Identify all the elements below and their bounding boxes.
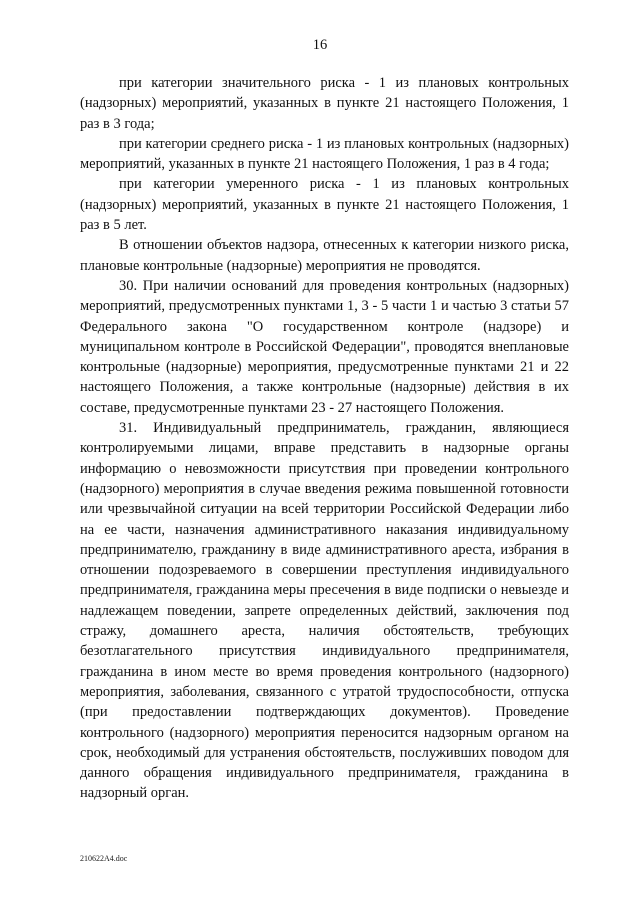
paragraph-item-31: 31. Индивидуальный предприниматель, гражданин, являющиеся контролируемыми лицами, вправе представить в надзорные органы информацию о невозможности присутствия при проведении контрольного (надзорного) мероприятия в случае введения режима повышенной готовности или чрезвычайной ситуации на всей территории Российской Федерации либо на ее части, назначения административного наказания индивидуальному предпринимателю, гражданину в виде административного ареста, избрания в отношении подозреваемого в совершении преступления индивидуального предпринимателя, гражданина меры пресечения в виде подписки о невыезде и надлежащем поведении, запрете определенных действий, заключения под стражу, домашнего ареста, наличия обстоятельств, требующих безотлагательного присутствия индивидуального предпринимателя, гражданина в ином месте во время проведения контрольного (надзорного) мероприятия, заболевания, связанного с утратой трудоспособности, отпуска (при предоставлении подтверждающих документов). Проведение контрольного (надзорного) мероприятия переносится надзорным органом на срок, необходимый для устранения обстоятельств, послуживших поводом для данного обращения индивидуального предпринимателя, гражданина в надзорный орган. xyxy=(80,420,569,802)
paragraph-low-risk: В отношении объектов надзора, отнесенных к категории низкого риска, плановые контрольные (надзорные) мероприятия не проводятся. xyxy=(80,237,569,274)
paragraph-significant-risk: при категории значительного риска - 1 из плановых контрольных (надзорных) мероприятий, указанных в пункте 21 настоящего Положения, 1 раз в 3 года; xyxy=(80,75,569,132)
document-body xyxy=(80,73,569,804)
footer-file-name: 210622А4.doc xyxy=(80,854,128,863)
paragraph-medium-risk: при категории среднего риска - 1 из плановых контрольных (надзорных) мероприятий, указанных в пункте 21 настоящего Положения, 1 раз в 4 года; xyxy=(80,135,569,173)
page-number: 16 xyxy=(312,37,328,53)
paragraph-item-30: 30. При наличии оснований для проведения контрольных (надзорных) мероприятий, предусмотренных пунктами 1, 3 - 5 части 1 и частью 3 статьи 57 Федерального закона "О государственном контроле (надзоре) и муниципальном контроле в Российской Федерации", проводятся внеплановые контрольные (надзорные) мероприятия, предусмотренные пунктами 21 и 22 настоящего Положения, а также контрольные (надзорные) действия в их составе, предусмотренные пунктами 23 - 27 настоящего Положения. xyxy=(80,277,569,416)
paragraph-moderate-risk: при категории умеренного риска - 1 из плановых контрольных (надзорных) мероприятий, указанных в пункте 21 настоящего Положения, 1 раз в 5 лет. xyxy=(80,176,569,234)
